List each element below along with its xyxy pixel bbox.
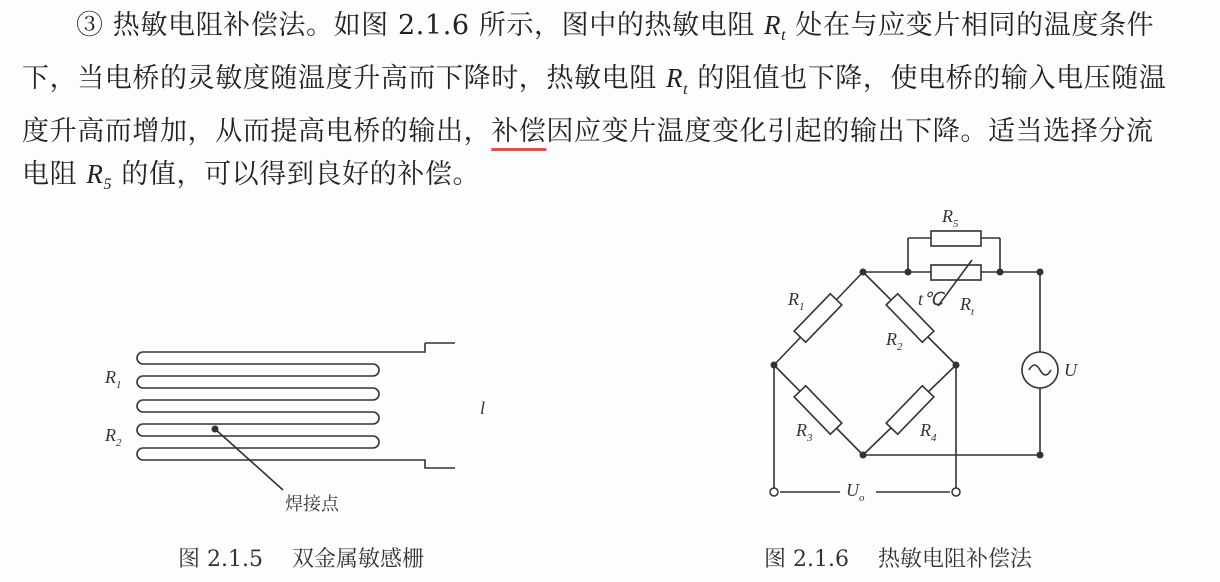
paragraph-line-3: 度升高而增加，从而提高电桥的输出，补偿因应变片温度变化引起的输出下降。适当选择分流 (22, 115, 1154, 147)
grid-outer-loop (137, 343, 455, 468)
figure-2-1-6-caption: 图 2.1.6 热敏电阻补偿法 (764, 547, 1032, 572)
body-paragraph (22, 4, 1212, 206)
label-r3: $R_3$ (796, 420, 813, 444)
label-r4: $R_4$ (920, 420, 937, 444)
underlined-term: 补偿 (491, 115, 547, 147)
label-uo: $U_o$ (846, 480, 865, 504)
weld-point-label: 焊接点 (285, 494, 339, 515)
thermistor-rt (931, 265, 981, 280)
paragraph-line-4: 电阻 $R_5$ 的值，可以得到良好的补偿。 (22, 158, 481, 194)
output-terminal-right (952, 488, 960, 496)
figure-2-1-5-caption: 图 2.1.5 双金属敏感栅 (178, 547, 424, 572)
label-temp: t℃ (918, 289, 944, 309)
output-terminal-left (770, 488, 778, 496)
figure-bimetal-grid (95, 330, 525, 520)
length-label: l (480, 398, 486, 418)
label-r2: $R_2$ (886, 329, 903, 353)
figure-thermistor-bridge (760, 200, 1100, 505)
paragraph-line-1: ③ 热敏电阻补偿法。如图 2.1.6 所示，图中的热敏电阻 $R_t$ 处在与应变片相同的温度条件 (76, 10, 1155, 45)
label-rt: $R_t$ (960, 294, 975, 318)
r2-label: $R_2$ (105, 425, 122, 449)
label-r5: $R_5$ (942, 206, 959, 230)
resistor-r5 (931, 231, 981, 246)
weld-point (212, 426, 219, 433)
label-r1: $R_1$ (788, 289, 805, 313)
label-u: U (1064, 360, 1077, 380)
paragraph-line-2: 下，当电桥的灵敏度随温度升高而下降时，热敏电阻 $R_t$ 的阻值也下降，使电桥的输入电压随温 (22, 63, 1167, 98)
r1-label: $R_1$ (105, 367, 122, 391)
